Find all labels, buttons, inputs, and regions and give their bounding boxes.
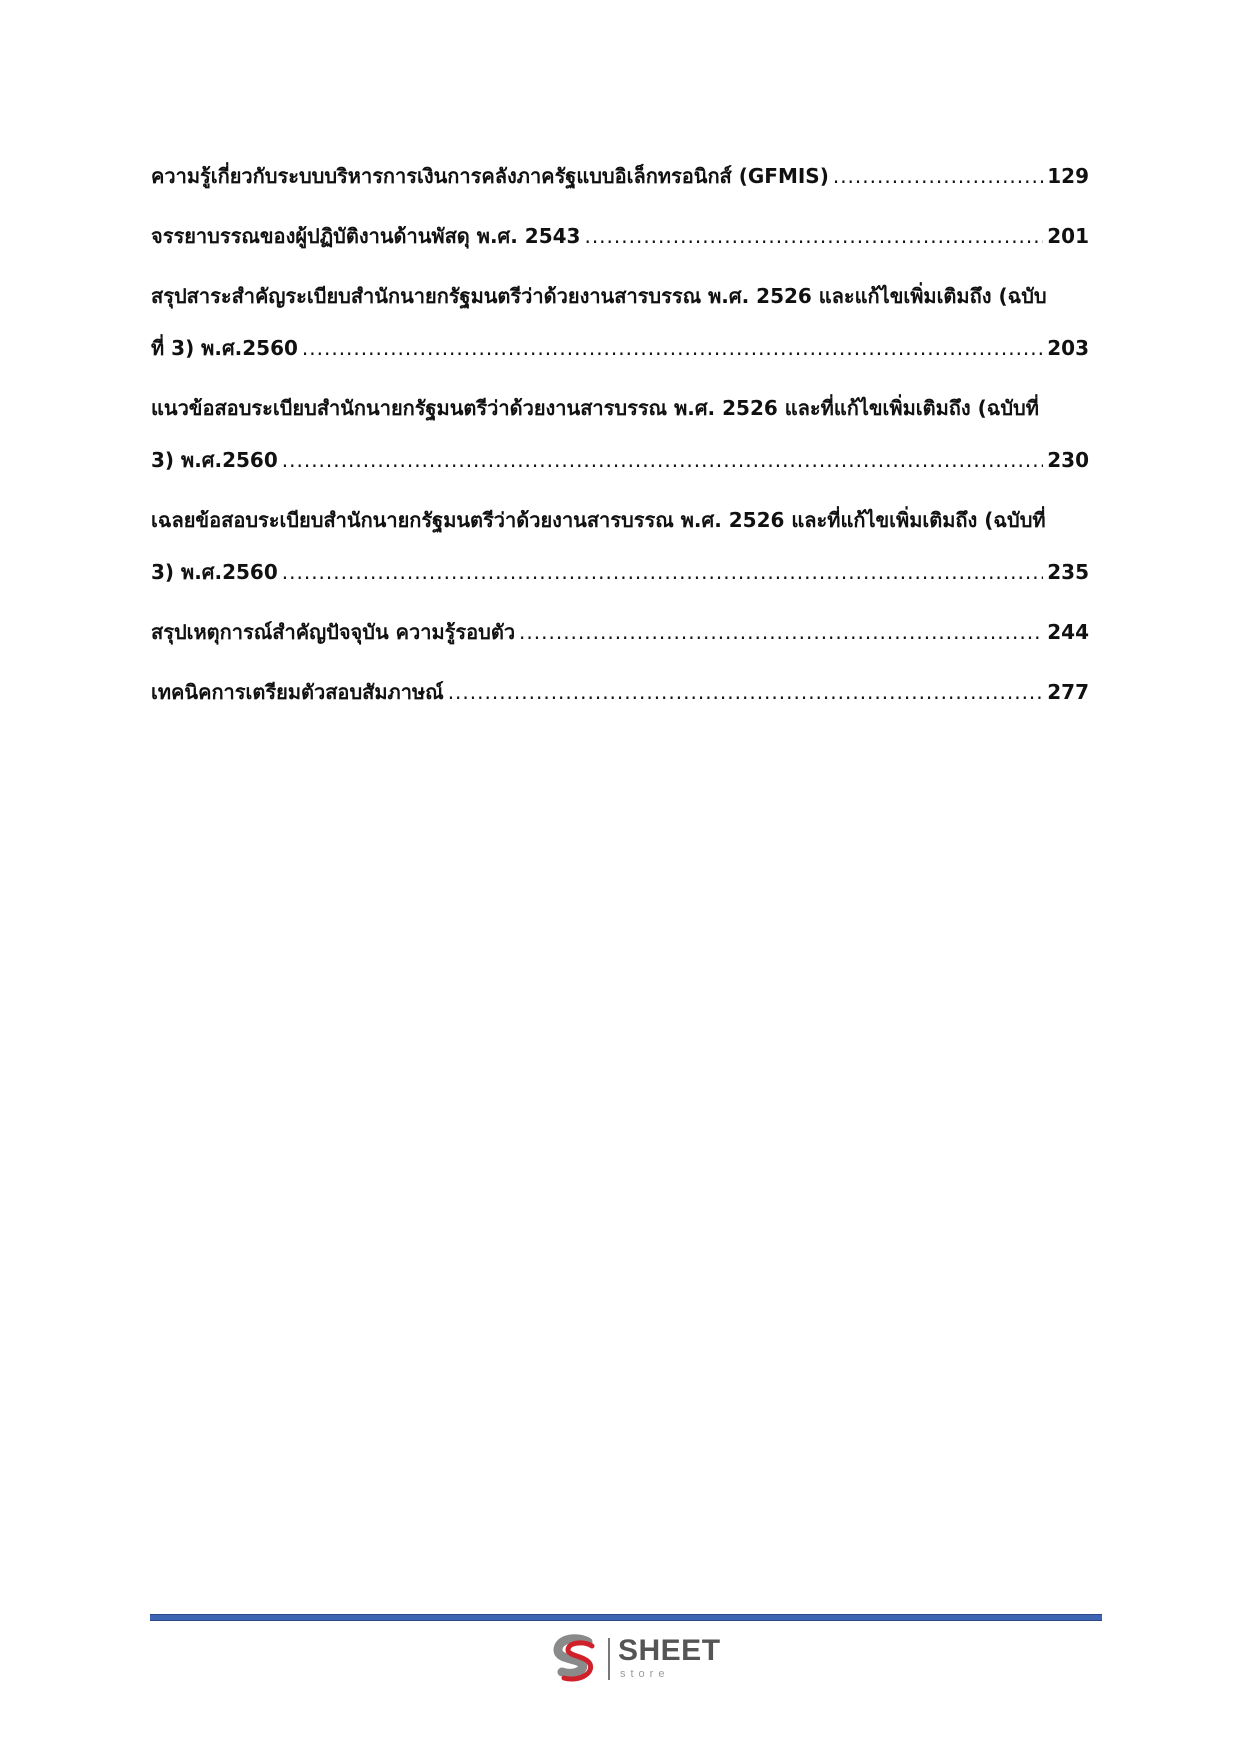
toc-entry-line [151, 150, 1089, 202]
logo-divider [608, 1638, 610, 1680]
toc-entry-line [151, 434, 1089, 486]
toc-page-number: 244 [1047, 620, 1089, 644]
dot-leader [519, 606, 1043, 658]
toc-entry[interactable] [151, 270, 1089, 374]
toc-entry-title-line2: 3) พ.ศ.2560 [151, 560, 278, 584]
toc-entry-title-line1: เฉลยข้อสอบระเบียบสำนักนายกรัฐมนตรีว่าด้วยงานสารบรรณ พ.ศ. 2526 และที่แก้ไขเพิ่มเติมถึง (ฉบับที่ [151, 508, 1046, 532]
toc-entry-title-line1: สรุปสาระสำคัญระเบียบสำนักนายกรัฐมนตรีว่าด้วยงานสารบรรณ พ.ศ. 2526 และแก้ไขเพิ่มเติมถึง (ฉบับ [151, 284, 1047, 308]
toc-page-number: 230 [1047, 448, 1089, 472]
toc-page-number: 129 [1047, 164, 1089, 188]
toc-entry[interactable] [151, 210, 1089, 262]
toc-entry-title-line2: ที่ 3) พ.ศ.2560 [151, 336, 298, 360]
toc-entry[interactable] [151, 666, 1089, 718]
dot-leader [448, 666, 1044, 718]
toc-page-number: 203 [1047, 336, 1089, 360]
toc-entry-line [151, 606, 1089, 658]
dot-leader [584, 210, 1043, 262]
toc-entry[interactable] [151, 382, 1089, 486]
dot-leader [282, 434, 1043, 486]
dot-leader [302, 322, 1043, 374]
toc-entry-line [151, 322, 1089, 374]
toc-page-number: 235 [1047, 560, 1089, 584]
logo-wordmark: SHEET [618, 1634, 721, 1667]
toc-entry[interactable] [151, 606, 1089, 658]
toc-entry-title-line2: 3) พ.ศ.2560 [151, 448, 278, 472]
toc-page-number: 201 [1047, 224, 1089, 248]
toc-entry-title: เทคนิคการเตรียมตัวสอบสัมภาษณ์ [151, 680, 444, 704]
dot-leader [833, 150, 1043, 202]
toc-entry-title: ความรู้เกี่ยวกับระบบบริหารการเงินการคลังภาครัฐแบบอิเล็กทรอนิกส์ (GFMIS) [151, 164, 829, 188]
toc-entry-line [151, 546, 1089, 598]
footer-divider-bar [150, 1614, 1102, 1621]
toc-entry-line [151, 210, 1089, 262]
toc-entry-title: จรรยาบรรณของผู้ปฏิบัติงานด้านพัสดุ พ.ศ. 2543 [151, 224, 581, 248]
dot-leader [282, 546, 1043, 598]
toc-entry-title-line1: แนวข้อสอบระเบียบสำนักนายกรัฐมนตรีว่าด้วยงานสารบรรณ พ.ศ. 2526 และที่แก้ไขเพิ่มเติมถึง (ฉบับที่ [151, 396, 1039, 420]
toc-entry[interactable] [151, 150, 1089, 202]
table-of-contents [151, 150, 1089, 726]
toc-page-number: 277 [1047, 680, 1089, 704]
logo-subtitle: store [620, 1668, 670, 1680]
toc-entry-title: สรุปเหตุการณ์สำคัญปัจจุบัน ความรู้รอบตัว [151, 620, 516, 644]
toc-entry-line [151, 666, 1089, 718]
sheet-store-logo [548, 1632, 728, 1688]
toc-entry[interactable] [151, 494, 1089, 598]
